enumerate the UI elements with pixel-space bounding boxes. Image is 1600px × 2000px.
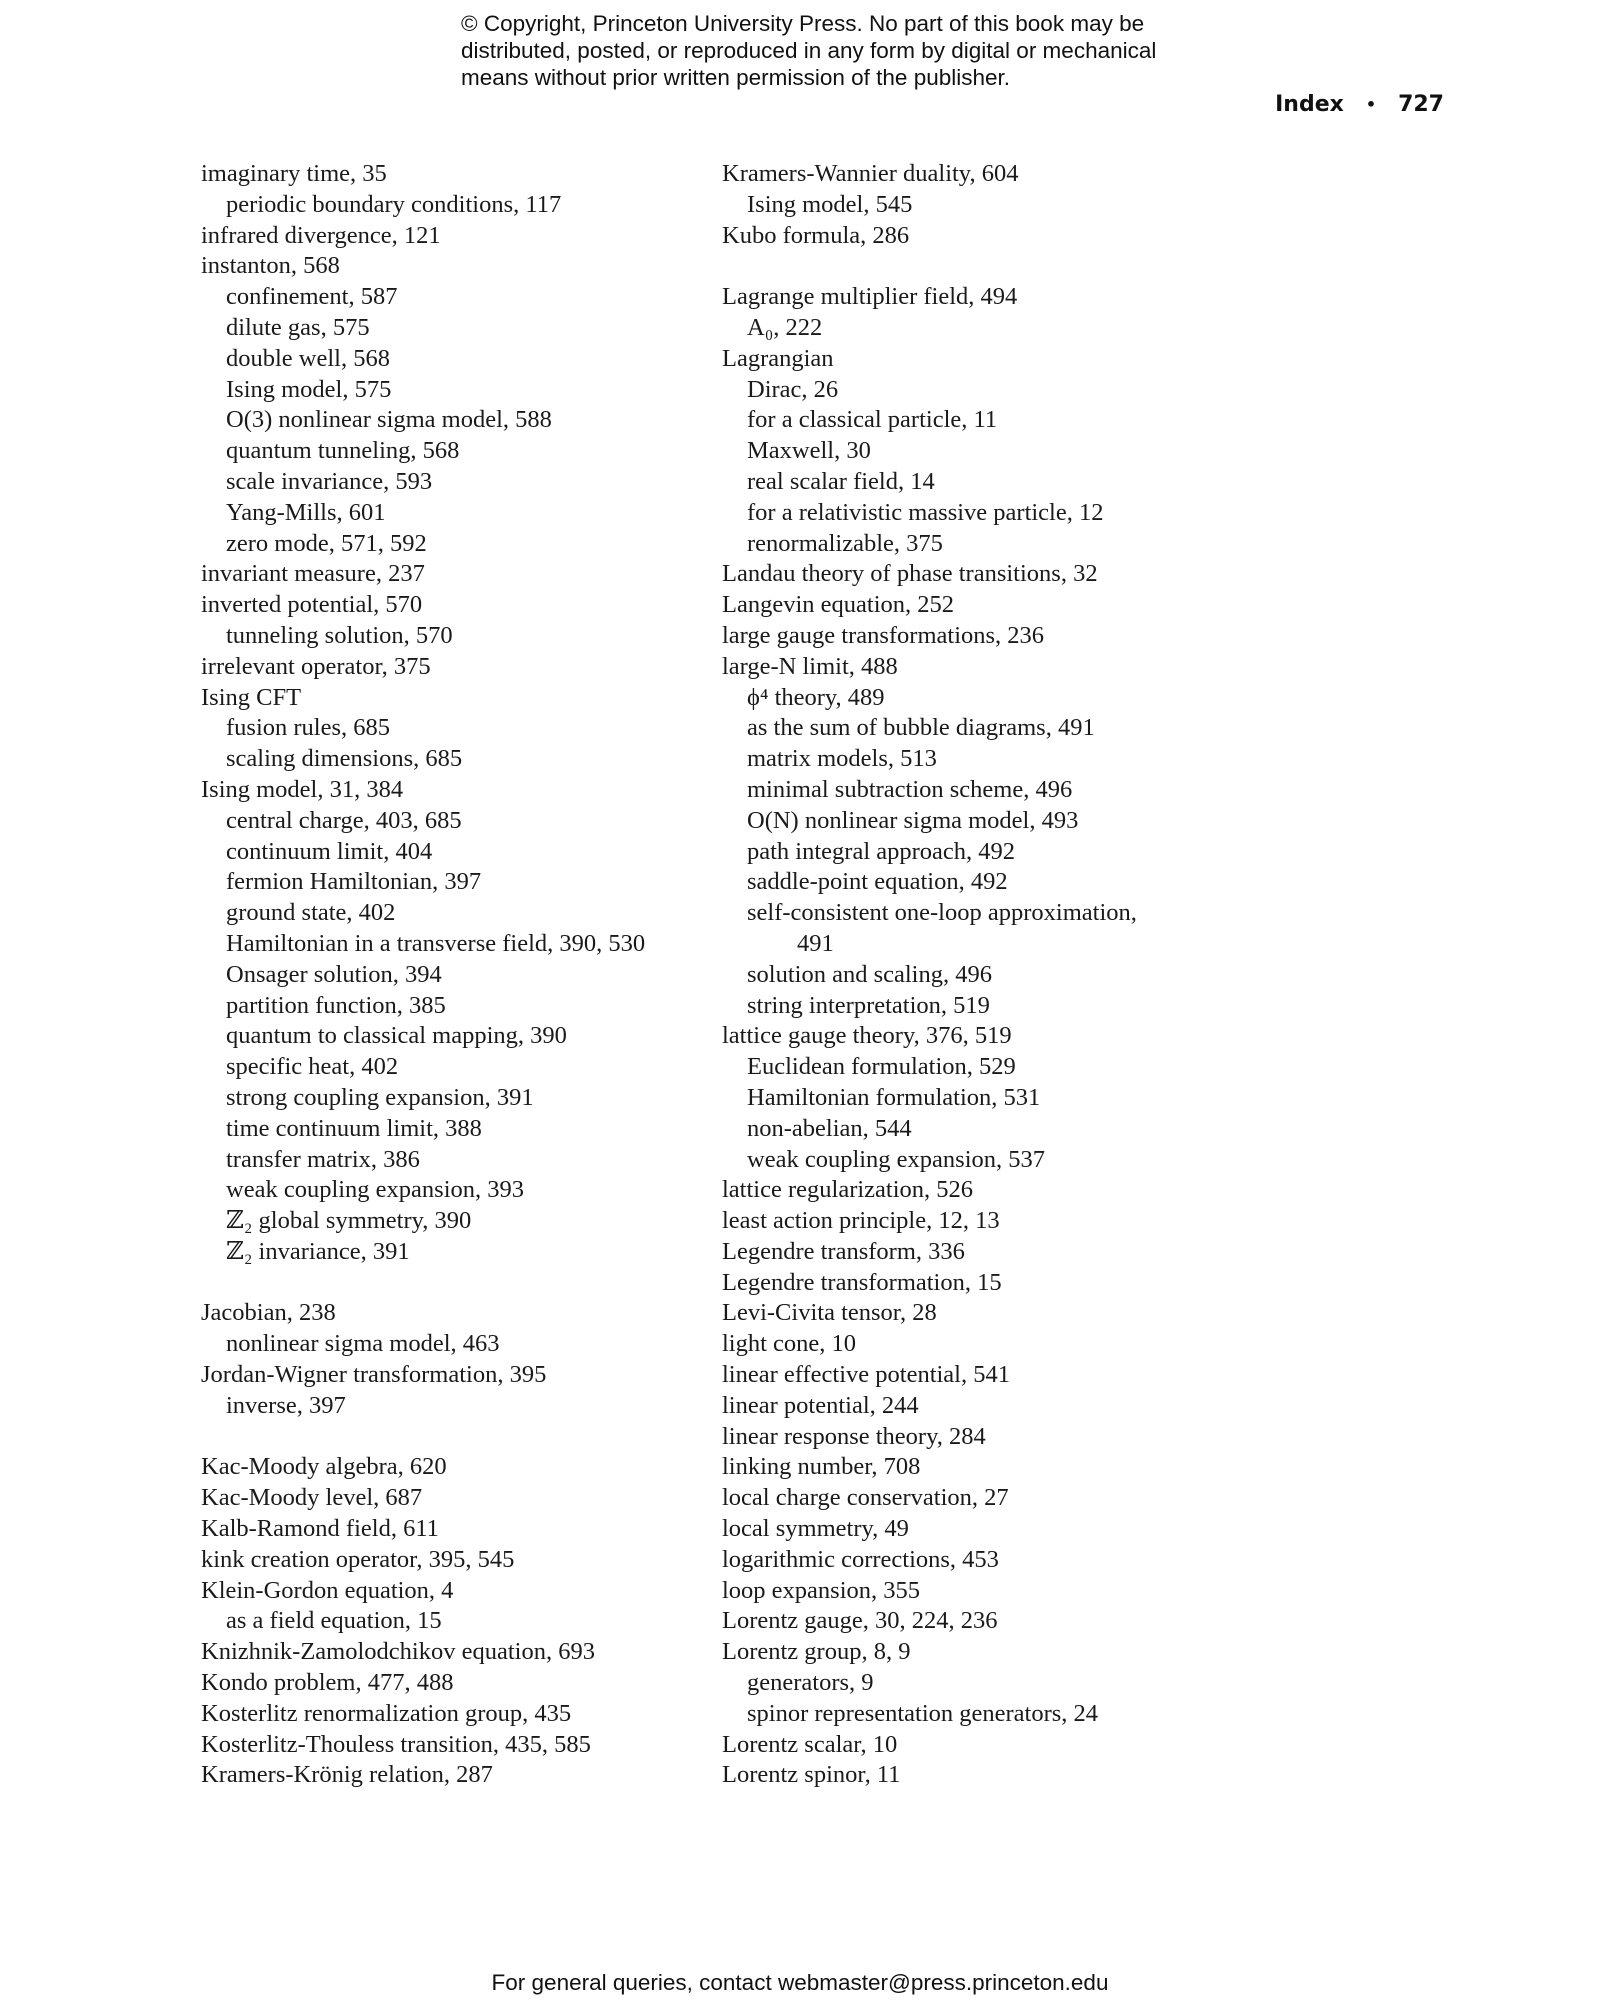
index-entry: large gauge transformations, 236	[722, 621, 1045, 649]
index-subentry: nonlinear sigma model, 463	[226, 1330, 500, 1358]
index-entry: linear effective potential, 541	[722, 1361, 1010, 1389]
index-entry: Kac-Moody algebra, 620	[201, 1453, 447, 1481]
index-subentry: string interpretation, 519	[747, 991, 990, 1019]
index-entry: lattice gauge theory, 376, 519	[722, 1022, 1012, 1050]
index-entry: loop expansion, 355	[722, 1576, 921, 1604]
index-subentry: central charge, 403, 685	[226, 806, 462, 834]
page-number: 727	[1398, 92, 1444, 117]
index-entry: light cone, 10	[722, 1330, 857, 1358]
index-entry: invariant measure, 237	[201, 560, 425, 588]
index-subentry: inverse, 397	[226, 1391, 346, 1419]
index-column-left	[201, 159, 721, 1791]
index-entry: Lagrange multiplier field, 494	[722, 283, 1018, 311]
index-subentry: self-consistent one-loop approximation,	[747, 899, 1137, 927]
index-subentry: renormalizable, 375	[747, 529, 943, 557]
index-entry: Kosterlitz-Thouless transition, 435, 585	[201, 1730, 591, 1758]
index-subentry: A₀, 222	[747, 313, 823, 341]
index-entry: kink creation operator, 395, 545	[201, 1545, 515, 1573]
index-subentry: Hamiltonian in a transverse field, 390, 530	[226, 929, 646, 957]
index-subentry: periodic boundary conditions, 117	[226, 190, 562, 218]
index-subentry: specific heat, 402	[226, 1053, 399, 1081]
index-entry: least action principle, 12, 13	[722, 1207, 1000, 1235]
index-subentry: Onsager solution, 394	[226, 960, 442, 988]
index-subentry: double well, 568	[226, 344, 390, 372]
running-head	[1275, 92, 1444, 117]
index-subentry: path integral approach, 492	[747, 837, 1016, 865]
index-subentry: O(N) nonlinear sigma model, 493	[747, 806, 1079, 834]
index-entry: Knizhnik-Zamolodchikov equation, 693	[201, 1638, 595, 1666]
index-entry: Kosterlitz renormalization group, 435	[201, 1699, 572, 1727]
index-subentry: quantum to classical mapping, 390	[226, 1022, 567, 1050]
index-subentry: non-abelian, 544	[747, 1114, 912, 1142]
index-subentry: ℤ₂ global symmetry, 390	[226, 1207, 472, 1235]
index-entry: Levi-Civita tensor, 28	[722, 1299, 937, 1327]
index-entry: linear response theory, 284	[722, 1422, 986, 1450]
index-entry: large-N limit, 488	[722, 652, 898, 680]
index-entry: Lorentz spinor, 11	[722, 1761, 901, 1789]
index-entry: Legendre transformation, 15	[722, 1268, 1002, 1296]
section-title: Index	[1275, 92, 1344, 117]
index-entry: Kac-Moody level, 687	[201, 1484, 423, 1512]
letter-group-gap	[201, 1268, 721, 1299]
index-entry: Klein-Gordon equation, 4	[201, 1576, 454, 1604]
index-subentry: scale invariance, 593	[226, 467, 433, 495]
index-entry: Ising model, 31, 384	[201, 775, 404, 803]
index-subentry: zero mode, 571, 592	[226, 529, 427, 557]
index-entry: infrared divergence, 121	[201, 221, 441, 249]
index-subentry: weak coupling expansion, 537	[747, 1145, 1046, 1173]
index-subentry: Maxwell, 30	[747, 437, 871, 465]
index-subentry: Ising model, 545	[747, 190, 913, 218]
index-entry: instanton, 568	[201, 252, 340, 280]
index-entry: inverted potential, 570	[201, 591, 423, 619]
index-entry: Lagrangian	[722, 344, 834, 372]
index-subentry: continuum limit, 404	[226, 837, 433, 865]
copyright-line: distributed, posted, or reproduced in any form by digital or mechanical	[461, 38, 1157, 63]
index-subentry: solution and scaling, 496	[747, 960, 992, 988]
bullet-separator: •	[1365, 95, 1377, 114]
index-entry: imaginary time, 35	[201, 160, 387, 187]
index-entry: linking number, 708	[722, 1453, 921, 1481]
index-subentry: ϕ⁴ theory, 489	[747, 683, 885, 711]
copyright-line: means without prior written permission of the publisher.	[461, 65, 1011, 90]
copyright-notice	[461, 10, 1221, 91]
index-entry: Jordan-Wigner transformation, 395	[201, 1361, 547, 1389]
index-subentry: Ising model, 575	[226, 375, 392, 403]
index-subentry: scaling dimensions, 685	[226, 745, 463, 773]
index-entry: Legendre transform, 336	[722, 1237, 965, 1265]
index-entry: Lorentz scalar, 10	[722, 1730, 898, 1758]
index-entry: Kramers-Wannier duality, 604	[722, 160, 1019, 187]
index-subentry: weak coupling expansion, 393	[226, 1176, 525, 1204]
index-subentry: generators, 9	[747, 1669, 874, 1697]
index-entry: local symmetry, 49	[722, 1515, 909, 1543]
index-subentry: real scalar field, 14	[747, 467, 935, 495]
index-subentry: 491	[797, 929, 834, 957]
index-subentry: for a classical particle, 11	[747, 406, 998, 434]
index-entry: Jacobian, 238	[201, 1299, 336, 1327]
letter-group-gap	[201, 1422, 721, 1453]
index-subentry: dilute gas, 575	[226, 313, 370, 341]
index-entry: local charge conservation, 27	[722, 1484, 1009, 1512]
index-column-right	[722, 159, 1242, 1791]
index-subentry: as a field equation, 15	[226, 1607, 442, 1635]
index-entry: Kondo problem, 477, 488	[201, 1669, 454, 1697]
index-subentry: Hamiltonian formulation, 531	[747, 1083, 1041, 1111]
index-subentry: as the sum of bubble diagrams, 491	[747, 714, 1095, 742]
index-subentry: quantum tunneling, 568	[226, 437, 460, 465]
index-subentry: minimal subtraction scheme, 496	[747, 775, 1073, 803]
index-entry: linear potential, 244	[722, 1391, 919, 1419]
index-entry: Lorentz group, 8, 9	[722, 1638, 911, 1666]
index-subentry: Yang-Mills, 601	[226, 498, 386, 526]
footer-contact: For general queries, contact webmaster@press.princeton.edu	[491, 1970, 1109, 1995]
index-subentry: transfer matrix, 386	[226, 1145, 420, 1173]
index-subentry: spinor representation generators, 24	[747, 1699, 1099, 1727]
index-entry: Kubo formula, 286	[722, 221, 910, 249]
index-subentry: ground state, 402	[226, 899, 396, 927]
index-subentry: fusion rules, 685	[226, 714, 390, 742]
index-subentry: time continuum limit, 388	[226, 1114, 482, 1142]
index-subentry: for a relativistic massive particle, 12	[747, 498, 1104, 526]
index-entry: logarithmic corrections, 453	[722, 1545, 999, 1573]
index-subentry: O(3) nonlinear sigma model, 588	[226, 406, 552, 434]
index-entry: lattice regularization, 526	[722, 1176, 974, 1204]
index-subentry: Euclidean formulation, 529	[747, 1053, 1016, 1081]
index-subentry: confinement, 587	[226, 283, 398, 311]
index-entry: Kalb-Ramond field, 611	[201, 1515, 439, 1543]
index-subentry: ℤ₂ invariance, 391	[226, 1237, 410, 1265]
letter-group-gap	[722, 251, 1242, 282]
index-subentry: saddle-point equation, 492	[747, 868, 1008, 896]
index-subentry: tunneling solution, 570	[226, 621, 453, 649]
index-subentry: strong coupling expansion, 391	[226, 1083, 534, 1111]
index-entry: Landau theory of phase transitions, 32	[722, 560, 1098, 588]
index-entry: Langevin equation, 252	[722, 591, 955, 619]
index-entry: Kramers-Krönig relation, 287	[201, 1761, 493, 1789]
index-subentry: matrix models, 513	[747, 745, 937, 773]
index-subentry: fermion Hamiltonian, 397	[226, 868, 482, 896]
index-entry: irrelevant operator, 375	[201, 652, 431, 680]
index-subentry: Dirac, 26	[747, 375, 839, 403]
copyright-line: © Copyright, Princeton University Press. No part of this book may be	[461, 11, 1145, 36]
index-entry: Lorentz gauge, 30, 224, 236	[722, 1607, 998, 1635]
index-subentry: partition function, 385	[226, 991, 446, 1019]
index-entry: Ising CFT	[201, 683, 302, 711]
